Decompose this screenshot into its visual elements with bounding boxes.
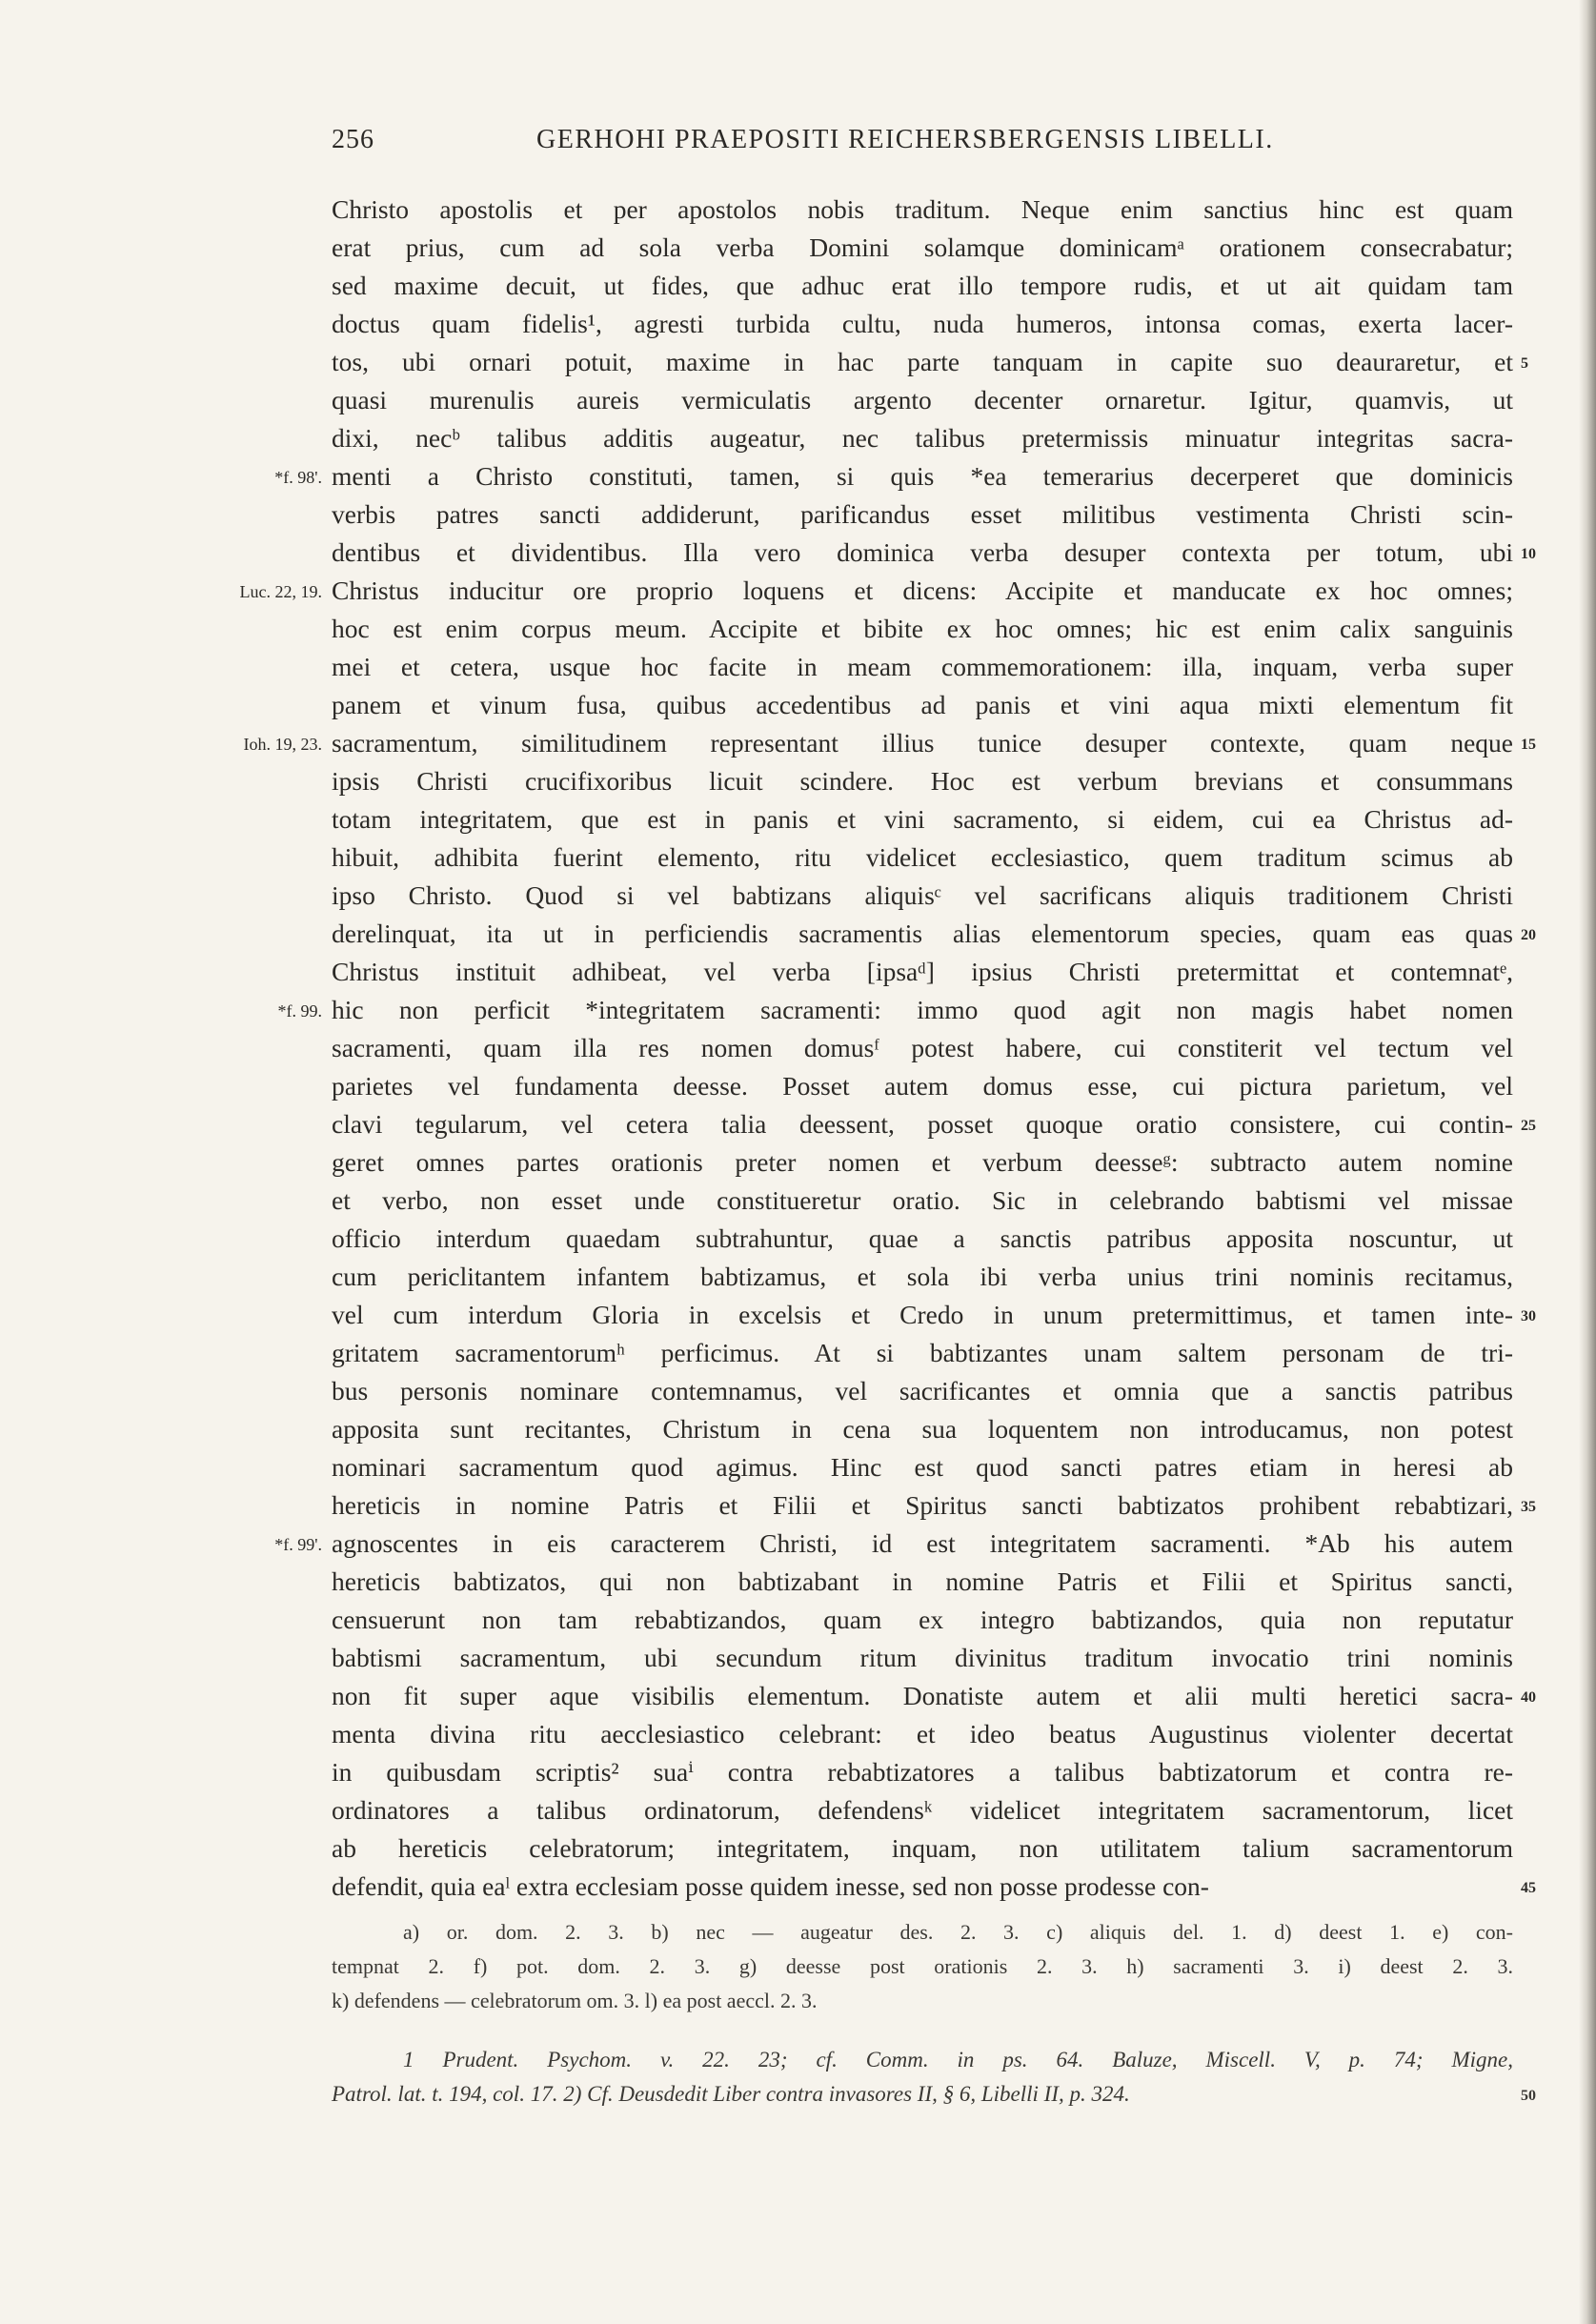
apparatus-text: tempnat 2. f) pot. dom. 2. 3. g) deesse post orationis 2. 3. h) sacramenti 3. i) deest 2. 3.: [332, 1954, 1513, 1978]
apparatus-line: [332, 1915, 1513, 1950]
text-line: [332, 1868, 1536, 1906]
line-text: et verbo, non esset unde constitueretur oratio. Sic in celebrando babtismi vel missae: [332, 1185, 1513, 1215]
text-line: [332, 1220, 1513, 1258]
line-text: ipso Christo. Quod si vel babtizans aliquisᶜ vel sacrificans aliquis traditionem Christi: [332, 880, 1513, 910]
text-line: [332, 839, 1513, 877]
line-text: hereticis in nomine Patris et Filii et Spiritus sancti babtizatos prohibent rebabtizari,: [332, 1490, 1513, 1520]
line-text: dixi, necᵇ talibus additis augeatur, nec talibus pretermissis minuatur integritas sacra-: [332, 423, 1513, 453]
text-line: [332, 495, 1513, 534]
text-line: [332, 953, 1513, 991]
citation-text: Patrol. lat. t. 194, col. 17. 2) Cf. Deusdedit Liber contra invasores II, § 6, Libelli II, p. 324.: [332, 2082, 1130, 2106]
line-text: hibuit, adhibita fuerint elemento, ritu videlicet ecclesiastico, quem traditum scimus ab: [332, 842, 1513, 872]
text-line: [332, 305, 1513, 343]
text-line: [332, 191, 1513, 229]
line-text: cum periclitantem infantem babtizamus, et sola ibi verba unius trini nominis recitamus,: [332, 1262, 1513, 1291]
line-text: menta divina ritu aecclesiastico celebrant: et ideo beatus Augustinus violenter decertat: [332, 1719, 1513, 1748]
critical-apparatus: [332, 1915, 1513, 2018]
page-number: 256: [332, 125, 374, 154]
line-text: non fit super aque visibilis elementum. Donatiste autem et alii multi heretici sacra-: [332, 1681, 1513, 1710]
line-text: in quibusdam scriptis² suaⁱ contra rebabtizatores a talibus babtizatorum et contra re-: [332, 1757, 1513, 1787]
margin-reference: Luc. 22, 19.: [239, 582, 322, 601]
line-text: vel cum interdum Gloria in excelsis et Credo in unum pretermittimus, et tamen inte-: [332, 1300, 1513, 1329]
text-line: [332, 762, 1513, 800]
line-text: mei et cetera, usque hoc facite in meam commemorationem: illa, inquam, verba super: [332, 652, 1513, 681]
footnotes: [332, 1915, 1536, 2112]
line-text: menti a Christo constituti, tamen, si quis *ea temerarius decerperet que dominicis: [332, 461, 1513, 491]
text-line: [274, 457, 1513, 495]
line-text: ipsis Christi crucifixoribus licuit scindere. Hoc est verbum brevians et consummans: [332, 766, 1513, 796]
text-line: [332, 534, 1536, 572]
text-line: [332, 419, 1513, 457]
text-line: [332, 343, 1528, 381]
line-text: tos, ubi ornari potuit, maxime in hac parte tanquam in capite suo deauraretur, et: [332, 347, 1513, 376]
text-line: [332, 1677, 1536, 1715]
margin-reference: *f. 99'.: [274, 1535, 322, 1554]
line-text: erat prius, cum ad sola verba Domini solamque dominicamᵃ orationem consecrabatur;: [332, 232, 1513, 262]
text-line: [332, 1791, 1513, 1829]
line-text: sacramenti, quam illa res nomen domusᶠ potest habere, cui constiterit vel tectum vel: [332, 1033, 1513, 1062]
text-line: [274, 1525, 1513, 1563]
text-line: [332, 229, 1513, 267]
line-text: totam integritatem, que est in panis et vini sacramento, si eidem, cui ea Christus ad-: [332, 804, 1513, 834]
text-line: [332, 1639, 1513, 1677]
main-text: [239, 191, 1536, 1906]
text-line: [332, 381, 1513, 419]
line-text: apposita sunt recitantes, Christum in cena sua loquentem non introducamus, non potest: [332, 1414, 1513, 1444]
line-number: 10: [1521, 546, 1536, 562]
line-text: Christus instituit adhibeat, vel verba [ipsaᵈ] ipsius Christi pretermittat et contemnatᵉ,: [332, 957, 1513, 986]
line-text: babtismi sacramentum, ubi secundum ritum divinitus traditum invocatio trini nominis: [332, 1643, 1513, 1672]
line-number: 15: [1521, 737, 1536, 753]
text-line: [332, 1410, 1513, 1448]
text-line: [332, 1829, 1513, 1868]
text-line: [332, 1182, 1513, 1220]
line-text: defendit, quia eaˡ extra ecclesiam posse quidem inesse, sed non posse prodesse con-: [332, 1871, 1209, 1901]
text-line: [332, 1563, 1513, 1601]
text-line: [243, 724, 1536, 762]
text-line: [332, 915, 1536, 953]
line-number: 45: [1521, 1880, 1536, 1896]
apparatus-text: a) or. dom. 2. 3. b) nec — augeatur des. 2. 3. c) aliquis del. 1. d) deest 1. e) con-: [403, 1920, 1513, 1944]
text-line: [332, 267, 1513, 305]
line-number: 35: [1521, 1499, 1536, 1515]
apparatus-line: [332, 1950, 1513, 1984]
line-text: ordinatores a talibus ordinatorum, defendensᵏ videlicet integritatem sacramentorum, licet: [332, 1795, 1513, 1825]
line-number: 30: [1521, 1308, 1536, 1324]
text-line: [332, 1105, 1536, 1143]
line-number: 5: [1521, 355, 1528, 372]
text-line: [332, 1715, 1513, 1753]
line-text: Christus inducitur ore proprio loquens et dicens: Accipite et manducate ex hoc omnes;: [332, 576, 1513, 605]
line-text: clavi tegularum, vel cetera talia deessent, posset quoque oratio consistere, cui contin-: [332, 1109, 1513, 1139]
line-text: sacramentum, similitudinem representant illius tunice desuper contexte, quam neque: [332, 728, 1513, 758]
text-line: [332, 1258, 1513, 1296]
line-text: hoc est enim corpus meum. Accipite et bibite ex hoc omnes; hic est enim calix sanguinis: [332, 614, 1513, 643]
text-line: [332, 1601, 1513, 1639]
line-text: ab hereticis celebratorum; integritatem, inquam, non utilitatem talium sacramentorum: [332, 1833, 1513, 1863]
text-line: [332, 610, 1513, 648]
running-title: GERHOHI PRAEPOSITI REICHERSBERGENSIS LIBELLI.: [536, 125, 1274, 154]
text-line: [332, 1296, 1536, 1334]
text-line: [332, 1372, 1513, 1410]
line-text: quasi murenulis aureis vermiculatis argento decenter ornaretur. Igitur, quamvis, ut: [332, 385, 1513, 414]
line-text: officio interdum quaedam subtrahuntur, quae a sanctis patribus apposita noscuntur, ut: [332, 1223, 1513, 1253]
citation-text: 1 Prudent. Psychom. v. 22. 23; cf. Comm. in ps. 64. Baluze, Miscell. V, p. 74; Migne,: [403, 2048, 1513, 2071]
line-text: bus personis nominare contemnamus, vel sacrificantes et omnia que a sanctis patribus: [332, 1376, 1513, 1405]
line-text: derelinquat, ita ut in perficiendis sacramentis alias elementorum species, quam eas quas: [332, 919, 1513, 948]
line-text: gritatem sacramentorumʰ perficimus. At si babtizantes unam saltem personam de tri-: [332, 1338, 1513, 1367]
text-line: [239, 572, 1513, 610]
text-line: [332, 800, 1513, 839]
apparatus-text: k) defendens — celebratorum om. 3. l) ea post aeccl. 2. 3.: [332, 1989, 818, 2012]
citation-line: [332, 2077, 1536, 2112]
line-text: doctus quam fidelis¹, agresti turbida cultu, nuda humeros, intonsa comas, exerta lacer-: [332, 309, 1513, 338]
line-text: nominari sacramentum quod agimus. Hinc est quod sancti patres etiam in heresi ab: [332, 1452, 1513, 1482]
margin-reference: *f. 99.: [277, 1001, 322, 1021]
line-text: hereticis babtizatos, qui non babtizabant in nomine Patris et Filii et Spiritus sancti,: [332, 1566, 1513, 1596]
margin-reference: *f. 98'.: [274, 468, 322, 487]
line-number: 50: [1521, 2088, 1536, 2104]
text-line: [332, 648, 1513, 686]
line-number: 20: [1521, 927, 1536, 943]
line-text: geret omnes partes orationis preter nomen et verbum deesseᵍ: subtracto autem nomine: [332, 1147, 1513, 1177]
margin-reference: Ioh. 19, 23.: [243, 735, 322, 754]
text-line: [332, 1448, 1513, 1486]
line-text: panem et vinum fusa, quibus accedentibus ad panis et vini aqua mixti elementum fit: [332, 690, 1513, 719]
text-line: [332, 1029, 1513, 1067]
line-text: hic non perficit *integritatem sacramenti: immo quod agit non magis habet nomen: [332, 995, 1513, 1024]
citation-line: [332, 2043, 1513, 2077]
text-line: [332, 877, 1513, 915]
running-header: [332, 125, 1296, 163]
text-line: [332, 1753, 1513, 1791]
line-number: 40: [1521, 1689, 1536, 1706]
line-number: 25: [1521, 1118, 1536, 1134]
line-text: sed maxime decuit, ut fides, que adhuc erat illo tempore rudis, et ut ait quidam tam: [332, 271, 1513, 300]
text-line: [332, 1143, 1513, 1182]
line-text: censuerunt non tam rebabtizandos, quam ex integro babtizandos, quia non reputatur: [332, 1605, 1513, 1634]
text-line: [332, 1486, 1536, 1525]
text-line: [332, 1067, 1513, 1105]
apparatus-line: [332, 1984, 1509, 2018]
line-text: Christo apostolis et per apostolos nobis traditum. Neque enim sanctius hinc est quam: [332, 194, 1513, 224]
source-citations: [332, 2043, 1536, 2112]
line-text: parietes vel fundamenta deesse. Posset autem domus esse, cui pictura parietum, vel: [332, 1071, 1513, 1101]
line-text: verbis patres sancti addiderunt, parificandus esset militibus vestimenta Christi scin-: [332, 499, 1513, 529]
text-line: [277, 991, 1513, 1029]
line-text: dentibus et dividentibus. Illa vero dominica verba desuper contexta per totum, ubi: [332, 537, 1513, 567]
text-line: [332, 686, 1513, 724]
text-line: [332, 1334, 1513, 1372]
page-edge-shadow: [1579, 0, 1596, 2324]
line-text: agnoscentes in eis caracterem Christi, id est integritatem sacramenti. *Ab his autem: [332, 1528, 1513, 1558]
